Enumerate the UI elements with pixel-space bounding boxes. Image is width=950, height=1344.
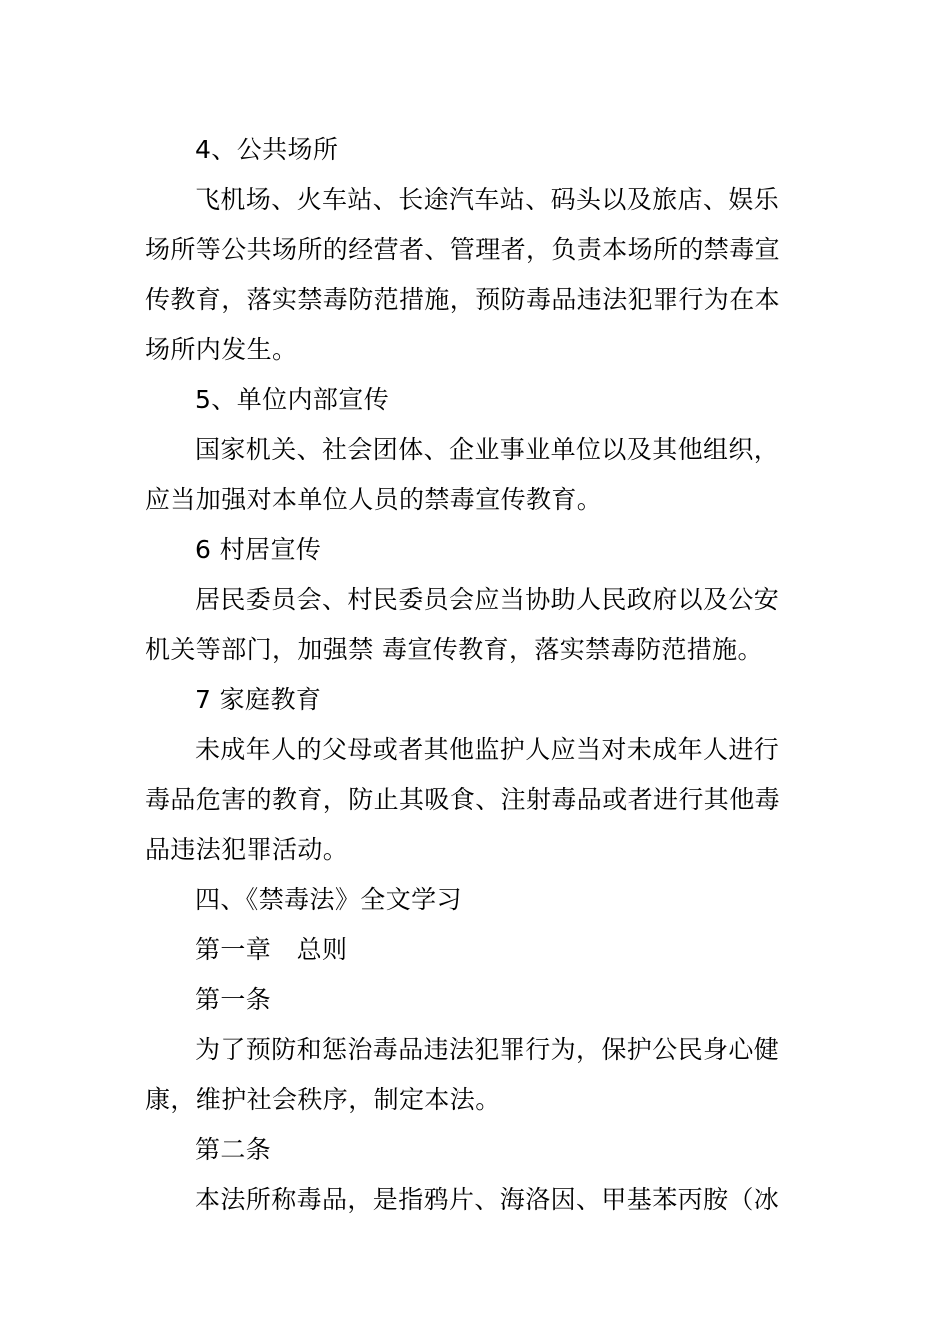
- paragraph-line: 康，维护社会秩序，制定本法。: [145, 1085, 501, 1114]
- paragraph-line: 本法所称毒品，是指鸦片、海洛因、甲基苯丙胺（冰: [195, 1185, 780, 1214]
- article-heading: 第一条: [195, 985, 272, 1014]
- section-heading-family-education: 7 家庭教育: [195, 685, 322, 714]
- section-heading-internal-units: 5、单位内部宣传: [195, 385, 390, 414]
- chapter-heading: 第一章 总则: [195, 935, 348, 964]
- paragraph-line: 国家机关、社会团体、企业事业单位以及其他组织，: [195, 435, 780, 464]
- paragraph-line: 品违法犯罪活动。: [145, 835, 349, 864]
- paragraph-line: 毒品危害的教育，防止其吸食、注射毒品或者进行其他毒: [145, 785, 781, 814]
- section-heading-law-study: 四、《禁毒法》全文学习: [195, 885, 462, 914]
- paragraph-line: 应当加强对本单位人员的禁毒宣传教育。: [145, 485, 603, 514]
- article-heading: 第二条: [195, 1135, 272, 1164]
- section-heading-public-places: 4、公共场所: [195, 135, 339, 164]
- paragraph-line: 场所等公共场所的经营者、管理者，负责本场所的禁毒宣: [145, 235, 781, 264]
- paragraph-line: 未成年人的父母或者其他监护人应当对未成年人进行: [195, 735, 780, 764]
- paragraph-line: 场所内发生。: [145, 335, 298, 364]
- paragraph-line: 为了预防和惩治毒品违法犯罪行为，保护公民身心健: [195, 1035, 780, 1064]
- paragraph-line: 居民委员会、村民委员会应当协助人民政府以及公安: [195, 585, 780, 614]
- paragraph-line: 机关等部门，加强禁 毒宣传教育，落实禁毒防范措施。: [145, 635, 763, 664]
- paragraph-line: 飞机场、火车站、长途汽车站、码头以及旅店、娱乐: [195, 185, 780, 214]
- paragraph-line: 传教育，落实禁毒防范措施，预防毒品违法犯罪行为在本: [145, 285, 781, 314]
- section-heading-village-residents: 6 村居宣传: [195, 535, 322, 564]
